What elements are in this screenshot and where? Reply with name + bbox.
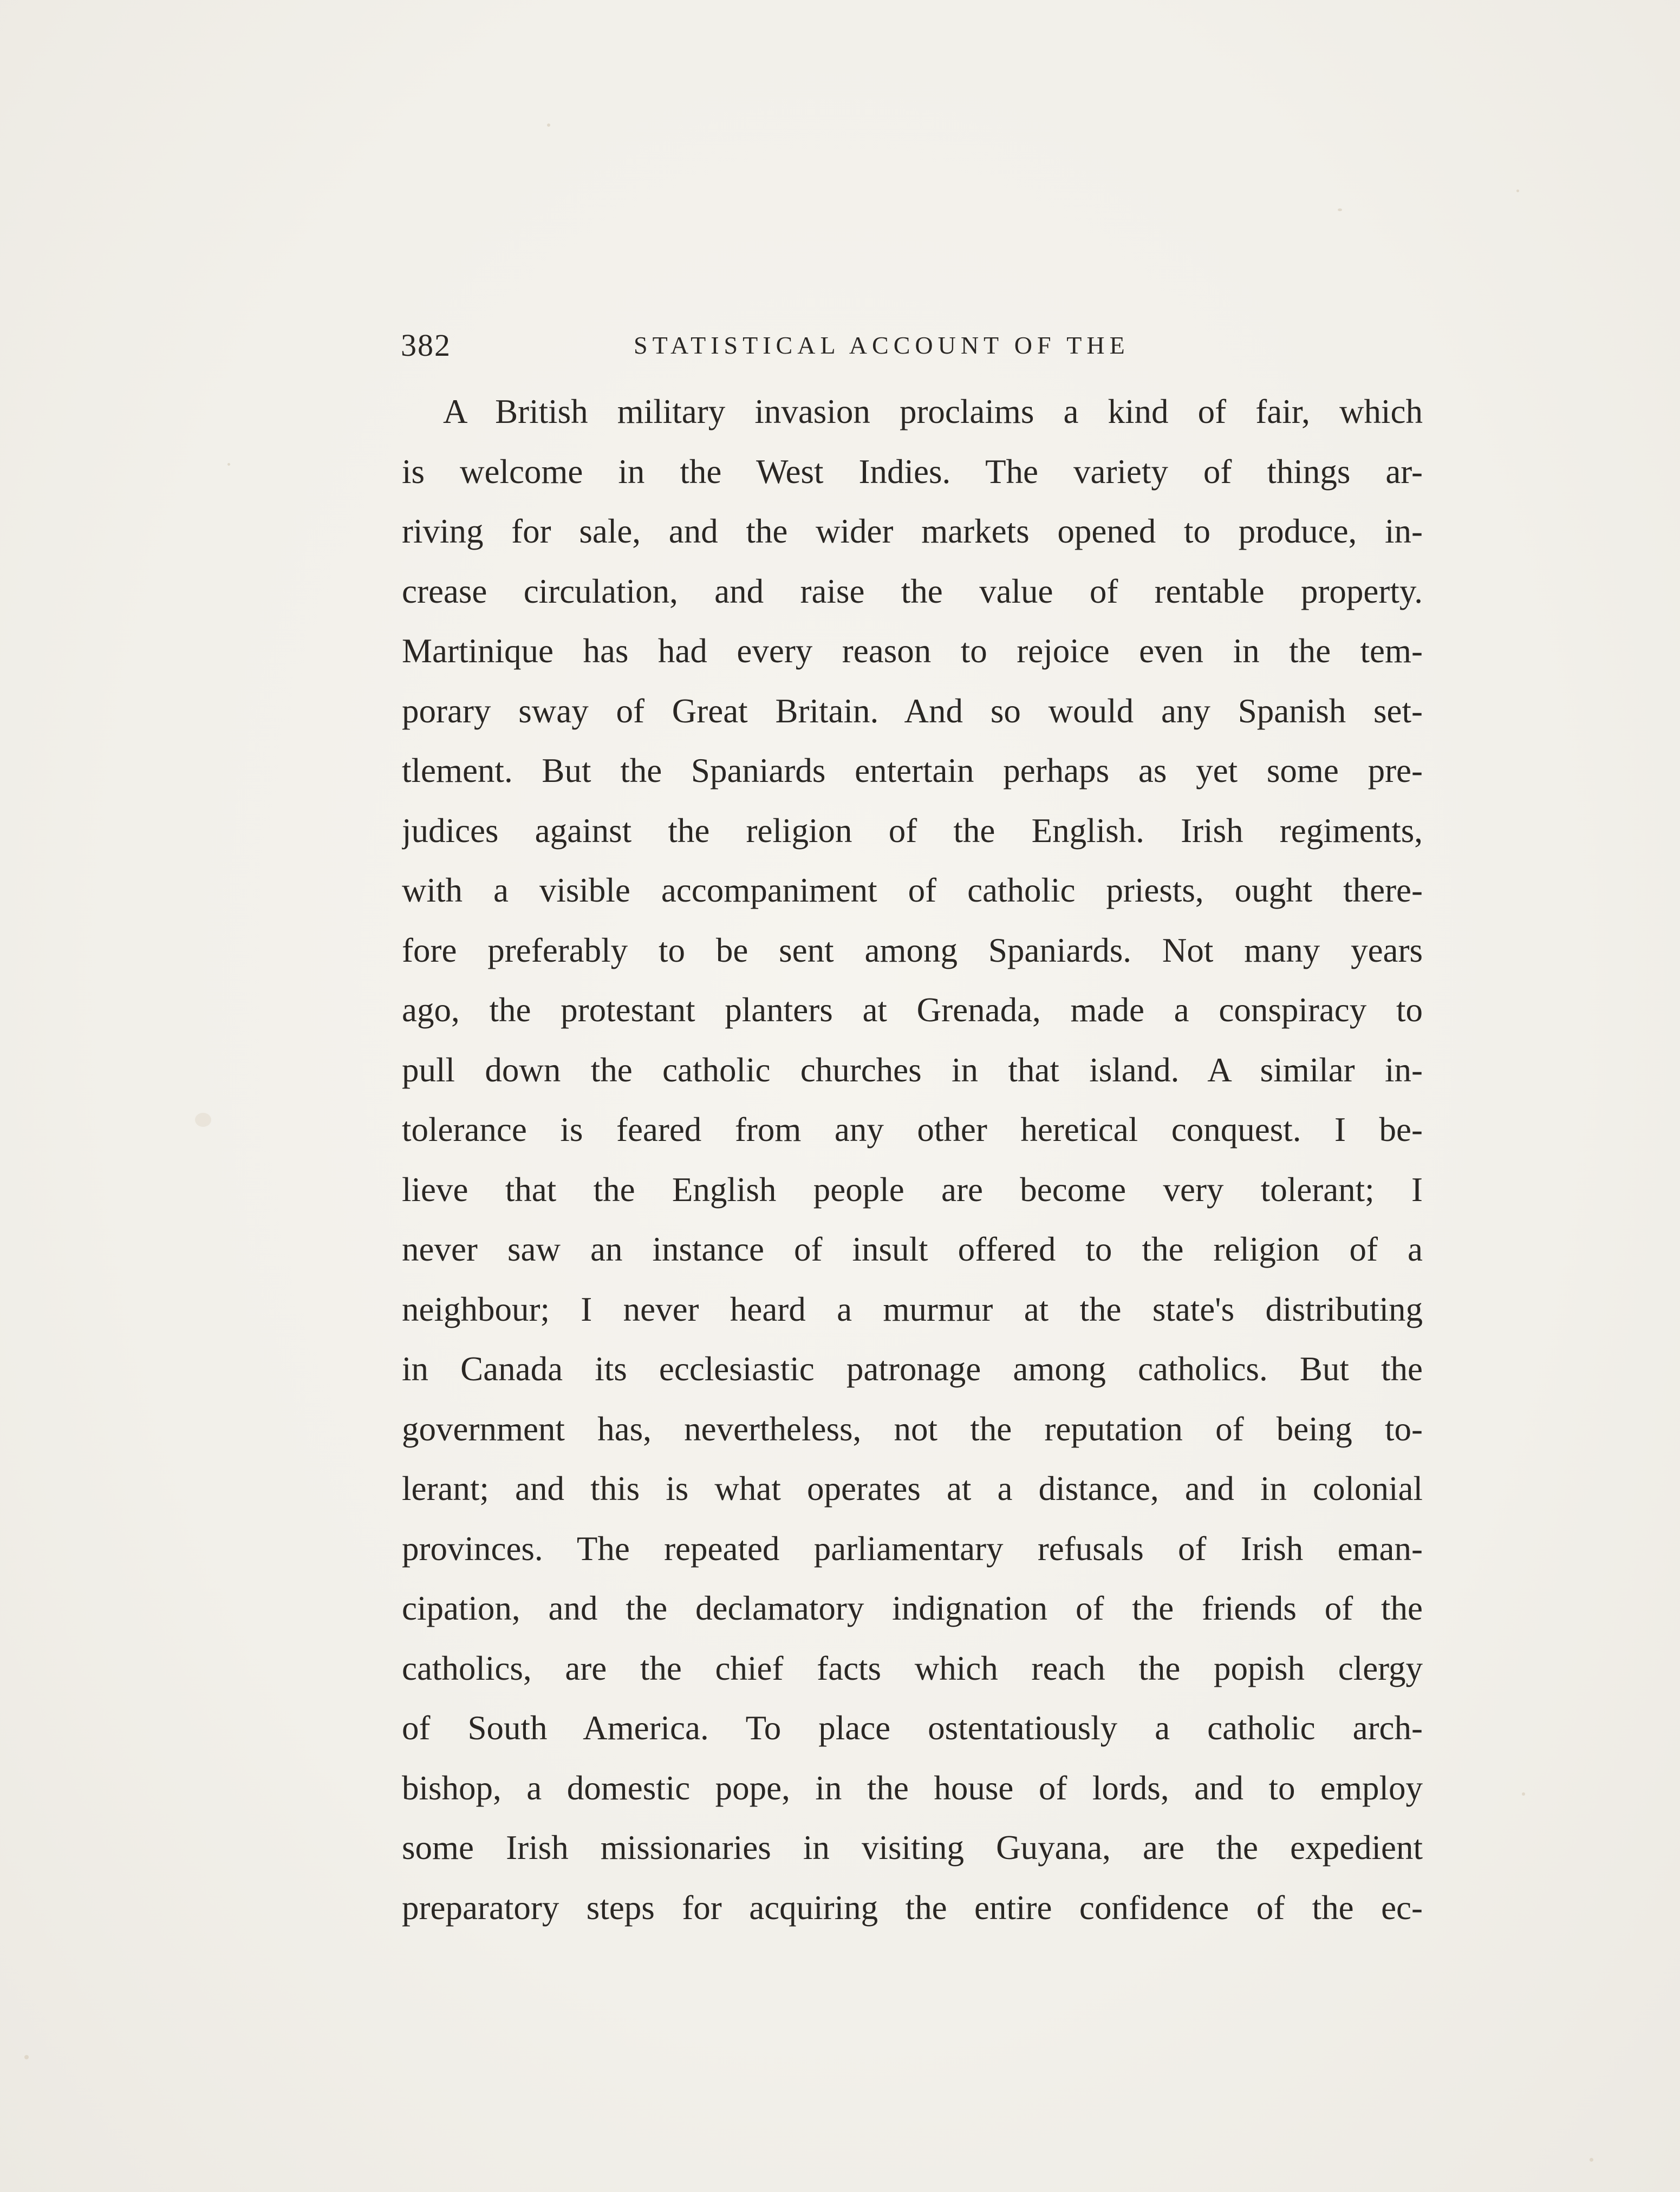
page-header (401, 324, 1430, 367)
text-line: pull down the catholic churches in that island. A similar in- (402, 1051, 1423, 1089)
page-number: 382 (401, 328, 451, 363)
text-line: cipation, and the declamatory indignation of the friends of the (402, 1589, 1423, 1627)
text-line: riving for sale, and the wider markets opened to produce, in- (402, 512, 1423, 550)
text-line: neighbour; I never heard a murmur at the state's distributing (402, 1290, 1423, 1328)
paper-speck (1338, 208, 1342, 211)
text-line: preparatory steps for acquiring the entire confidence of the ec- (402, 1888, 1423, 1927)
paper-speck (195, 1113, 211, 1127)
text-line: A British military invasion proclaims a kind of fair, which (443, 393, 1423, 430)
text-line: bishop, a domestic pope, in the house of lords, and to employ (402, 1769, 1423, 1807)
text-line: ago, the protestant planters at Grenada, made a conspiracy to (402, 991, 1423, 1029)
text-line: fore preferably to be sent among Spaniards. Not many years (402, 931, 1423, 969)
paper-speck (227, 463, 230, 466)
text-line: some Irish missionaries in visiting Guyana, are the expedient (402, 1829, 1423, 1867)
text-line: porary sway of Great Britain. And so would any Spanish set- (402, 691, 1423, 730)
text-line: of South America. To place ostentatiously a catholic arch- (402, 1709, 1423, 1747)
text-line: is welcome in the West Indies. The variety of things ar- (402, 452, 1423, 491)
text-line: government has, nevertheless, not the reputation of being to- (402, 1410, 1423, 1448)
text-line: never saw an instance of insult offered to the religion of a (402, 1230, 1423, 1268)
paper-speck (547, 123, 550, 127)
text-line: provinces. The repeated parliamentary refusals of Irish eman- (402, 1529, 1423, 1568)
paper-speck (24, 2055, 29, 2059)
text-line: tolerance is feared from any other heretical conquest. I be- (402, 1111, 1423, 1149)
body-text (402, 382, 1423, 1937)
text-line: crease circulation, and raise the value of rentable property. (402, 572, 1423, 610)
text-line: tlement. But the Spaniards entertain perhaps as yet some pre- (402, 752, 1423, 790)
text-line: judices against the religion of the English. Irish regiments, (402, 811, 1423, 850)
paper-speck (1522, 1792, 1525, 1796)
paper-speck (1516, 190, 1519, 192)
text-line: Martinique has had every reason to rejoice even in the tem- (402, 632, 1423, 670)
text-line: with a visible accompaniment of catholic priests, ought there- (402, 871, 1423, 909)
running-head: STATISTICAL ACCOUNT OF THE (634, 331, 1130, 359)
text-line: in Canada its ecclesiastic patronage among catholics. But the (402, 1350, 1423, 1388)
text-line: catholics, are the chief facts which reach the popish clergy (402, 1649, 1423, 1687)
text-line: lerant; and this is what operates at a distance, and in colonial (402, 1470, 1423, 1508)
paper-speck (1590, 2158, 1593, 2162)
text-line: lieve that the English people are become very tolerant; I (402, 1170, 1423, 1209)
